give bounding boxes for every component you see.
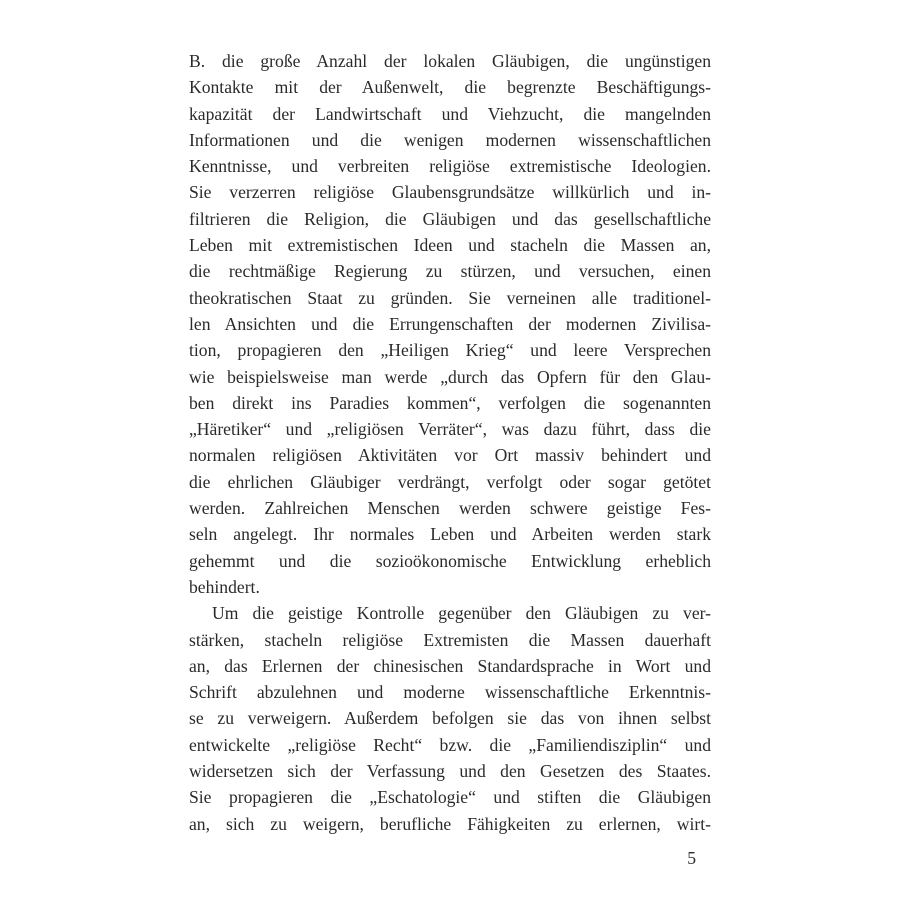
page-number: 5: [687, 848, 696, 868]
text-line: seln angelegt. Ihr normales Leben und Arbeiten werden stark: [189, 524, 711, 545]
text-line: theokratischen Staat zu gründen. Sie verneinen alle traditionel-: [189, 287, 711, 308]
text-line: behindert.: [189, 576, 260, 597]
text-line: gehemmt und die sozioökonomische Entwicklung erheblich: [189, 550, 711, 571]
text-line: kapazität der Landwirtschaft und Viehzucht, die mangelnden: [189, 103, 711, 124]
text-line: filtrieren die Religion, die Gläubigen und das gesellschaftliche: [189, 208, 711, 229]
text-line: stärken, stacheln religiöse Extremisten die Massen dauerhaft: [189, 629, 711, 650]
text-line: Kenntnisse, und verbreiten religiöse extremistische Ideologien.: [189, 156, 711, 177]
text-line: Kontakte mit der Außenwelt, die begrenzte Beschäftigungs-: [189, 77, 711, 98]
text-line: se zu verweigern. Außerdem befolgen sie das von ihnen selbst: [189, 708, 711, 729]
text-line: Schrift abzulehnen und moderne wissenschaftliche Erkenntnis-: [189, 682, 711, 703]
text-line: Leben mit extremistischen Ideen und stacheln die Massen an,: [189, 235, 711, 256]
text-line: Sie propagieren die „Eschatologie“ und stiften die Gläubigen: [189, 787, 711, 808]
text-line: wie beispielsweise man werde „durch das Opfern für den Glau-: [189, 366, 711, 387]
text-line: an, das Erlernen der chinesischen Standardsprache in Wort und: [189, 655, 711, 676]
text-line: ben direkt ins Paradies kommen“, verfolgen die sogenannten: [189, 392, 711, 413]
text-line: Um die geistige Kontrolle gegenüber den Gläubigen zu ver-: [212, 603, 711, 624]
paragraph: [189, 600, 711, 837]
text-line: „Häretiker“ und „religiösen Verräter“, was dazu führt, dass die: [189, 419, 711, 440]
text-line: die rechtmäßige Regierung zu stürzen, und versuchen, einen: [189, 261, 711, 282]
text-line: normalen religiösen Aktivitäten vor Ort massiv behindert und: [189, 445, 711, 466]
text-line: an, sich zu weigern, berufliche Fähigkeiten zu erlernen, wirt-: [189, 813, 711, 834]
text-line: Sie verzerren religiöse Glaubensgrundsätze willkürlich und in-: [189, 182, 711, 203]
text-line: Informationen und die wenigen modernen wissenschaftlichen: [189, 129, 711, 150]
paragraph: [189, 48, 711, 600]
text-line: B. die große Anzahl der lokalen Gläubigen, die ungünstigen: [189, 51, 711, 71]
text-line: len Ansichten und die Errungenschaften der modernen Zivilisa-: [189, 313, 711, 334]
text-line: tion, propagieren den „Heiligen Krieg“ und leere Versprechen: [189, 340, 711, 361]
text-line: werden. Zahlreichen Menschen werden schwere geistige Fes-: [189, 498, 711, 519]
text-line: die ehrlichen Gläubiger verdrängt, verfolgt oder sogar getötet: [189, 471, 711, 492]
body-text: [189, 48, 711, 837]
text-line: widersetzen sich der Verfassung und den Gesetzen des Staates.: [189, 761, 711, 782]
text-line: entwickelte „religiöse Recht“ bzw. die „Familiendisziplin“ und: [189, 734, 711, 755]
